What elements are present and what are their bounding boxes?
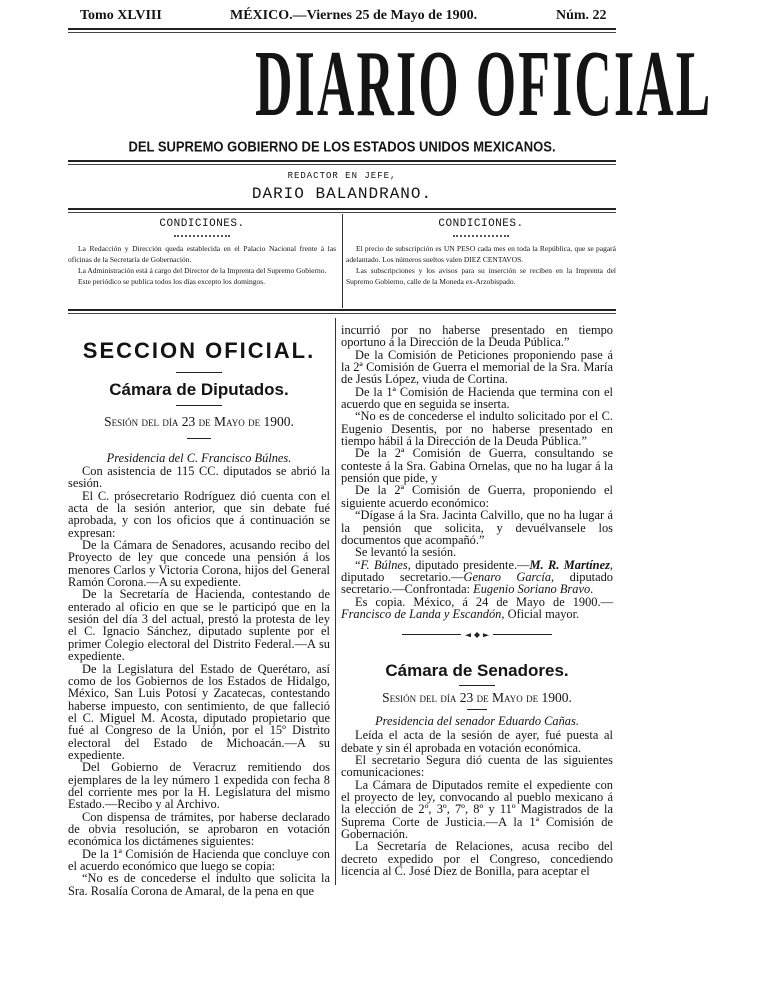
paragraph: “Dígase á la Sra. Jacinta Calvillo, que no ha lugar á la pensión que solicita, y devuélvansele los documentos que acompañó.” <box>341 508 613 547</box>
paragraph: De la 1ª Comisión de Hacienda que termina con el acuerdo que en seguida se inserta. <box>341 384 613 412</box>
divider <box>176 405 222 406</box>
conditions-text: El precio de subscripción es UN PESO cada mes en toda la República, que se pagará adelantado. Los números sueltos valen DIEZ CENTAVOS. <box>346 244 616 264</box>
divider <box>68 160 616 165</box>
ornament <box>174 235 230 237</box>
column-divider <box>335 318 336 885</box>
divider <box>68 309 616 314</box>
conditions-text: Este periódico se publica todos los días excepto los domingos. <box>78 277 266 286</box>
paragraph: De la Comisión de Peticiones proponiendo pase á la 2ª Comisión de Guerra el memorial de la Sra. María de Jesús López, viuda de Cortina. <box>341 347 613 387</box>
paragraph: De la 2ª Comisión de Guerra, proponiendo el siguiente acuerdo económico: <box>341 483 613 510</box>
paragraph: De la 2ª Comisión de Guerra, consultando se conteste á la Sra. Gabina Ornelas, que no ha lugar á la pensión que pide, y <box>341 446 613 486</box>
paragraph: De la 1ª Comisión de Hacienda que concluye con el acuerdo económico que luego se copia: <box>68 846 330 873</box>
certification: Es copia. México, á 24 de Mayo de 1900.—Francisco de Landa y Escandón, Oficial mayor. <box>341 594 613 621</box>
volume-number: Tomo XLVIII <box>80 8 162 23</box>
conditions-heading: CONDICIONES. <box>159 218 245 230</box>
conditions-text: Las subscripciones y los avisos para su inserción se reciben en la Imprenta del Supremo Gobierno, calle de la Moneda ex-Arzobispado. <box>346 266 616 286</box>
right-column <box>341 324 613 877</box>
ornament <box>453 235 509 237</box>
signatures: “F. Búlnes, diputado presidente.—M. R. Martínez, diputado secretario.—Genaro García, diputado secretario.—Confrontada: Eugenio Soriano Bravo. <box>341 557 614 597</box>
paragraph: De la Secretaría de Hacienda, contestando de enterado al oficio en que se le participó que en la sesión del día 3 del actual, prestó la protesta de ley el C. Ignacio Sánchez, diputado suplente por el primer Colegio electoral del Distrito Federal.—A su expediente. <box>68 587 330 664</box>
paragraph: De la Legislatura del Estado de Querétaro, así como de los Gobiernos de los Estados de Hidalgo, México, San Luis Potosí y Zacatecas, contestando haberse impuesto, con sentimiento, de que falleció el C. Miguel M. Acosta, diputado propietario que fué al Congreso de la Unión, por el 15º Distrito electoral del Estado de Michoacán.—A su expediente. <box>68 661 330 762</box>
divider <box>342 214 343 308</box>
chamber-heading: Cámara de Diputados. <box>109 380 289 399</box>
conditions-text: La Administración está á cargo del Director de la Imprenta del Supremo Gobierno. <box>78 266 327 275</box>
presidency: Presidencia del C. Francisco Búlnes. <box>106 451 292 465</box>
chamber-heading: Cámara de Senadores. <box>385 661 569 681</box>
divider <box>467 709 487 710</box>
section-heading: SECCION OFICIAL. <box>82 338 316 363</box>
newspaper-subtitle: DEL SUPREMO GOBIERNO DE LOS ESTADOS UNIDOS MEXICANOS. <box>128 137 556 156</box>
paragraph: Leída el acta de la sesión de ayer, fué puesta al debate y sin él aprobada en votación económica. <box>341 728 613 755</box>
paragraph: incurrió por no haberse presentado en tiempo oportuno á la Dirección de la Deuda Pública.” <box>341 323 613 350</box>
paragraph: Del Gobierno de Veracruz remitiendo dos ejemplares de la ley número 1 expedida con fecha 8 del corriente mes por la H. Legislatura del mismo Estado.—Recibo y al Archivo. <box>68 760 330 812</box>
paragraph: La Cámara de Diputados remite el expediente con el proyecto de ley, convocando al pueblo mexicano á la elección de 2º, 3º, 7º, 8º y 11º Magistrados de la Suprema Corte de Justicia.—A la 1ª Comisión de Gobernación. <box>341 777 613 841</box>
paragraph: “No es de concederse el indulto que solicita la Sra. Rosalía Corona de Amaral, de la pena en que <box>68 871 330 898</box>
conditions-heading: CONDICIONES. <box>438 218 524 230</box>
session-heading: Sesión del día 23 de Mayo de 1900. <box>382 690 572 706</box>
presidency: Presidencia del senador Eduardo Cañas. <box>375 714 579 729</box>
divider <box>459 685 495 686</box>
conditions-left <box>68 218 336 287</box>
session-heading: Sesión del día 23 de Mayo de 1900. <box>104 414 294 429</box>
issue-number: Núm. 22 <box>556 8 607 23</box>
editor-name: DARIO BALANDRANO. <box>251 185 433 203</box>
left-column <box>68 338 330 897</box>
paragraph: El C. prósecretario Rodríguez dió cuenta con el acta de la sesión anterior, que sin debate fué aprobada, y con los oficios que á continuación se expresan: <box>68 488 330 540</box>
paragraph: La Secretaría de Relaciones, acusa recibo del decreto expedido por el Congreso, concediendo licencia al C. José Diez de Bonilla, para aceptar el <box>341 839 613 879</box>
ornament <box>402 632 552 638</box>
newspaper-title: DIARIO OFICIAL <box>255 32 713 136</box>
paragraph: “No es de concederse el indulto solicitado por el C. Eugenio Desentis, por no haberse presentado en tiempo hábil á la Dirección de la Deuda Pública.” <box>341 409 613 449</box>
editor-label: REDACTOR EN JEFE, <box>287 171 397 181</box>
dateline: MÉXICO.—Viernes 25 de Mayo de 1900. <box>230 8 478 23</box>
conditions-right <box>346 218 616 287</box>
paragraph: Se levantó la sesión. <box>355 545 457 560</box>
divider <box>187 438 211 439</box>
paragraph: Con dispensa de trámites, por haberse declarado de obvia resolución, se aprobaron en votación económica los dictámenes siguientes: <box>68 809 330 849</box>
paragraph: El secretario Segura dió cuenta de las siguientes comunicaciones: <box>341 752 613 780</box>
conditions-text: La Redacción y Dirección queda establecida en el Palacio Nacional frente á las oficinas de la Secretaría de Gobernación. <box>68 244 336 264</box>
divider <box>176 372 222 373</box>
paragraph: De la Cámara de Senadores, acusando recibo del Proyecto de ley que concede una pensión á los menores Carlos y Victoria Corona, hijos del General Ramón Corona.—A su expediente. <box>68 538 330 590</box>
divider <box>68 208 616 213</box>
paragraph: Con asistencia de 115 CC. diputados se abrió la sesión. <box>68 464 330 491</box>
